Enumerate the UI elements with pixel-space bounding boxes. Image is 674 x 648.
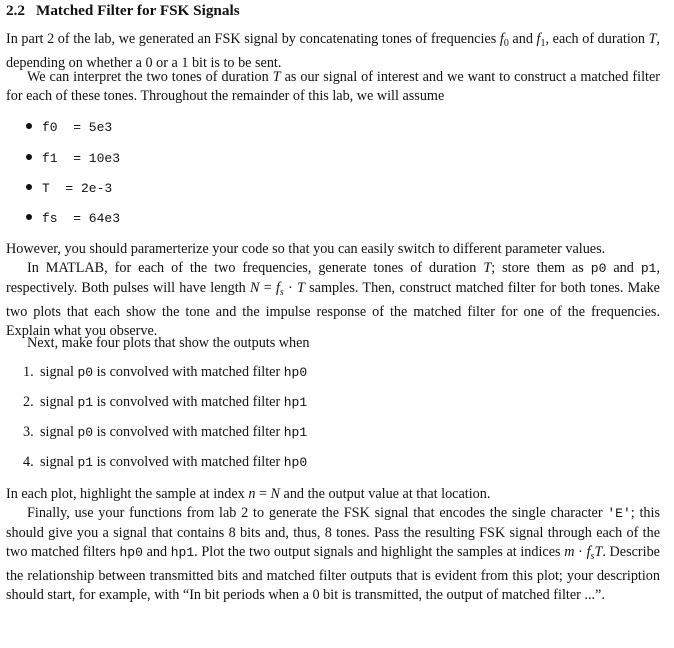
code-signal: p0: [77, 425, 94, 440]
math-dot: ·: [574, 543, 587, 560]
code-filter: hp1: [283, 395, 308, 410]
text-run: is convolved with matched filter: [93, 454, 284, 470]
math-subscript: 1: [540, 38, 546, 49]
math-equals: =: [259, 279, 276, 296]
list-item: [23, 393, 307, 413]
section-heading: [6, 2, 240, 21]
param-bullet: [26, 210, 120, 229]
code-signal: p1: [77, 395, 94, 410]
text-run: signal: [40, 454, 78, 470]
text-run: is convolved with matched filter: [93, 424, 284, 440]
bullet-icon: [26, 123, 32, 129]
text-run: , depending on whether a 0 or a 1 bit is to be sent.: [6, 31, 660, 71]
text-run: and: [508, 31, 537, 47]
param-text: T = 2e-3: [42, 181, 113, 196]
text-run: ; store them as: [491, 260, 591, 276]
code-filter: hp0: [283, 455, 308, 470]
text-run: samples. Then, construct matched filter for both tones. Make two plots that each show the tone and the impulse response of the matched filter for one of the frequencies. Explain what you observe.: [6, 279, 660, 339]
math-m: m: [564, 543, 575, 560]
list-number: 1.: [23, 364, 34, 380]
section-title: Matched Filter for FSK Signals: [35, 2, 240, 19]
math-N: N: [270, 486, 280, 502]
text-run: signal: [40, 364, 78, 380]
param-text: f1 = 10e3: [42, 151, 121, 166]
code-p1: p1: [640, 261, 657, 276]
param-bullet: [26, 180, 112, 199]
code-signal: p1: [77, 455, 94, 470]
math-fs: f: [586, 543, 591, 560]
math-T: T: [594, 543, 603, 560]
math-dot: ·: [283, 279, 298, 296]
next-paragraph: Next, make four plots that show the outputs when: [27, 335, 310, 351]
code-hp0: hp0: [119, 544, 143, 560]
math-N: N: [250, 279, 260, 296]
code-char: 'E': [607, 506, 631, 521]
text-run: In each plot, highlight the sample at index: [6, 486, 249, 502]
text-run: is convolved with matched filter: [93, 394, 284, 410]
math-T: T: [648, 31, 657, 47]
text-run: and: [606, 260, 641, 276]
math-subscript: s: [590, 550, 595, 562]
math-equals: =: [255, 486, 271, 502]
interpretation-paragraph: [6, 68, 660, 106]
list-number: 3.: [23, 424, 34, 440]
parameterize-paragraph: However, you should paramerterize your code so that you can easily switch to different parameter values.: [6, 241, 606, 257]
text-run: is convolved with matched filter: [93, 364, 284, 380]
text-run: In part 2 of the lab, we generated an FSK signal by concatenating tones of frequencies: [6, 31, 500, 47]
math-fs: f: [275, 279, 280, 296]
math-subscript: 0: [503, 38, 509, 49]
list-number: 2.: [23, 394, 34, 410]
code-p0: p0: [590, 261, 607, 276]
list-item: [23, 423, 307, 443]
math-f0: f: [499, 31, 504, 47]
bullet-icon: [26, 184, 32, 190]
text-run: , each of duration: [545, 31, 649, 47]
list-item: [23, 453, 307, 473]
matlab-paragraph: [6, 259, 660, 341]
section-number: 2.2: [6, 2, 25, 19]
param-text: fs = 64e3: [42, 211, 121, 226]
text-run: . Plot the two output signals and highlight the samples at indices: [194, 543, 565, 560]
code-hp1: hp1: [170, 544, 195, 560]
text-run: ; this should give you a signal that contains 8 bits and, thus, 8 tones. Pass the resulting FSK signal through each of the two matched filters: [6, 505, 660, 560]
text-run: Finally, use your functions from lab 2 to generate the FSK signal that encodes the single character: [27, 505, 608, 521]
intro-paragraph: [6, 30, 660, 73]
bullet-icon: [26, 154, 32, 160]
text-run: and: [142, 543, 171, 560]
text-run: signal: [40, 424, 78, 440]
param-bullet: [26, 150, 120, 169]
list-number: 4.: [23, 454, 34, 470]
code-filter: hp0: [283, 365, 308, 380]
param-text: f0 = 5e3: [42, 120, 113, 135]
text-run: signal: [40, 394, 78, 410]
math-T: T: [272, 69, 281, 85]
text-run: and the output value at that location.: [279, 486, 491, 502]
math-n: n: [248, 486, 256, 502]
finally-paragraph: [6, 504, 660, 605]
param-bullet: [26, 119, 112, 138]
text-run: We can interpret the two tones of duration: [27, 69, 273, 85]
math-f1: f: [536, 31, 541, 47]
text-run: In MATLAB, for each of the two frequencies, generate tones of duration: [27, 260, 484, 276]
list-item: [23, 363, 307, 383]
text-run: as our signal of interest and we want to construct a matched filter for each of these tones. Throughout the remainder of this lab, we will assume: [6, 69, 660, 104]
bullet-icon: [26, 214, 32, 220]
text-run: , respectively. Both pulses will have length: [6, 260, 660, 296]
text-run: . Describe the relationship between transmitted bits and matched filter outputs that is evident from this plot; your description should start, for example, with “In bit periods when a 0 bit is transmitted, the output of matched filter ...”.: [6, 543, 660, 603]
math-T: T: [483, 260, 492, 276]
math-subscript: s: [279, 286, 284, 298]
highlight-paragraph: [6, 485, 660, 504]
code-signal: p0: [77, 365, 94, 380]
math-T: T: [297, 279, 305, 296]
code-filter: hp1: [283, 425, 308, 440]
